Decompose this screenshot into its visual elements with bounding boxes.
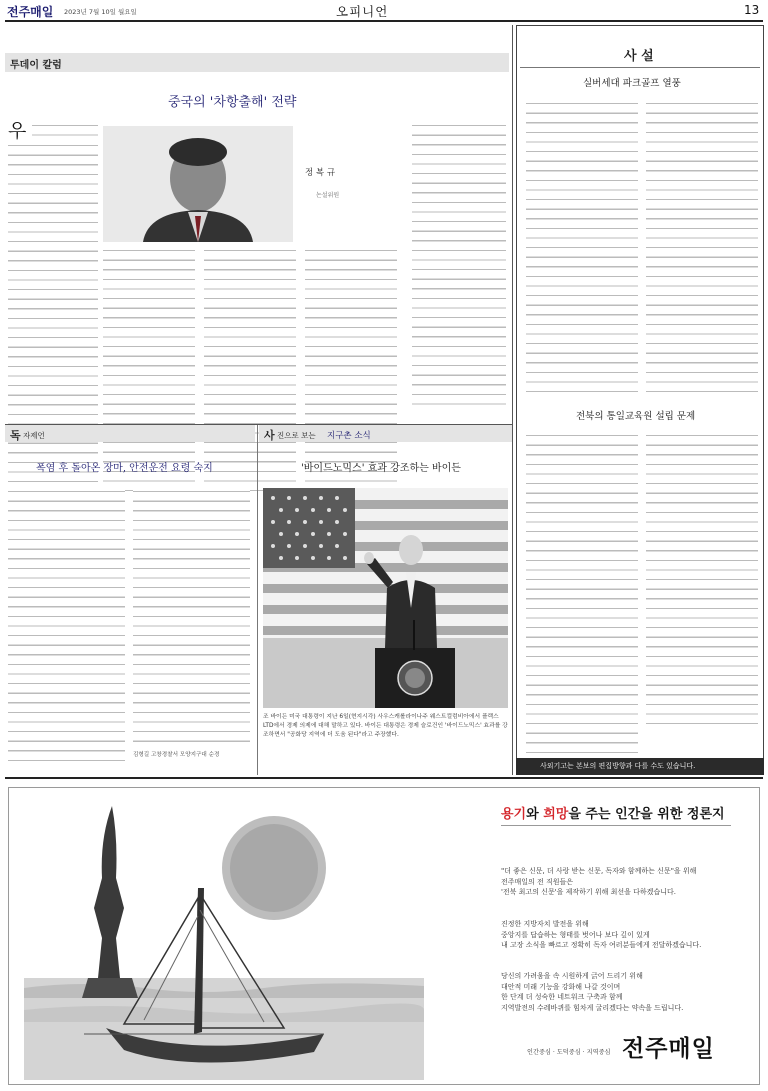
column-author-role: 논설위원 — [316, 192, 340, 199]
ad-headline-courage: 용기 — [501, 807, 527, 822]
dokja-body-2 — [133, 488, 250, 748]
ad-paragraph-2 — [501, 919, 701, 951]
masthead-rule — [5, 20, 763, 22]
ad-paragraph-3 — [501, 971, 683, 1013]
editorial-body-1a — [526, 100, 638, 400]
column-body-col2 — [103, 247, 195, 494]
editorial-body-2a — [526, 432, 638, 762]
dokja-label-rest: 자제언 — [23, 431, 45, 440]
biden-photo — [263, 488, 508, 708]
ad-headline-hope: 희망 — [543, 807, 569, 822]
photo-news-title: '바이드노믹스' 효과 강조하는 바이든 — [301, 463, 461, 474]
column-body-col3 — [204, 247, 296, 494]
column-drop-cap: 우 — [8, 120, 27, 142]
column-author-name: 정 복 규 — [305, 168, 336, 178]
ad-paragraph-1 — [501, 866, 696, 898]
ad-para3-line4: 지역발전의 수레바퀴를 힘차게 굴리겠다는 약속을 드립니다. — [501, 1003, 684, 1012]
ad-headline-rule — [501, 825, 731, 826]
ad-para1-line3: '전북 최고의 신문'을 제작하기 위해 최선을 다하겠습니다. — [501, 888, 676, 896]
ad-logo: 전주매일 — [622, 1035, 715, 1062]
column-body-col5 — [412, 122, 506, 412]
column-label-box — [5, 53, 509, 72]
dokja-byline: 김형길 고창경찰서 모양지구대 순경 — [133, 752, 220, 758]
column-title: 중국의 '차항출해' 전략 — [168, 95, 297, 110]
bottom-rule — [5, 777, 763, 779]
editorial-body-1b — [646, 100, 758, 400]
column-body-col4 — [305, 247, 397, 494]
editorial-body-2b — [646, 432, 758, 732]
ad-headline-and: 와 — [526, 807, 544, 822]
author-photo — [103, 126, 293, 242]
editorial-title-2: 전북의 통일교육원 설립 문제 — [576, 411, 696, 422]
photo-label-rest: 진으로 보는 — [277, 431, 316, 440]
ad-para3-line2: 대안적 미래 기능을 강화해 나갈 것이며 — [501, 982, 621, 991]
editorial-title-1: 실버세대 파크골프 열풍 — [583, 78, 681, 89]
editorial-label: 사 설 — [624, 49, 654, 64]
page-number: 13 — [744, 3, 760, 17]
editorial-footer-note: 사외기고는 본보의 편집방향과 다를 수도 있습니다. — [540, 762, 696, 770]
ad-para3-line1: 당신의 가려움을 속 시원하게 긁어 드리기 위해 — [501, 972, 643, 980]
photo-label-char: 사 — [264, 429, 275, 442]
ad-slogan: 인간중심 · 도덕중심 · 지역중심 — [527, 1049, 611, 1056]
photo-label-tail: 지구촌 소식 — [327, 431, 371, 441]
column-divider — [512, 25, 513, 775]
ad-para1-line1: "더 좋은 신문, 더 사랑 받는 신문, 독자와 함께하는 신문"을 위해 — [501, 867, 697, 875]
dokja-body-1 — [8, 488, 125, 763]
mid-divider — [257, 425, 258, 775]
section-title: 오피니언 — [336, 4, 389, 19]
photo-caption: 조 바이든 미국 대통령이 지난 6일(현지시각) 사우스캐롤라이나주 웨스트컬럼비아에서 플랙스 LTD에서 경제 의제에 대해 말하고 있다. 바이든 대통령은 경제 슬로건인 '바이드노믹스' 효과를 강조하면서 "공화당 지역에 더 도움 된다"라고 주장했다. — [263, 714, 508, 739]
editorial-label-rule — [520, 67, 760, 68]
dokja-title: 폭염 후 돌아온 장마, 안전운전 요령 숙지 — [36, 463, 213, 474]
masthead-date: 2023년 7월 10일 월요일 — [64, 8, 137, 16]
ad-para2-line2: 중앙지를 답습하는 형태를 벗어나 보다 깊이 있게 — [501, 930, 650, 939]
ad-headline — [501, 803, 725, 822]
column-label: 투데이 칼럼 — [10, 60, 62, 71]
ad-para1-line2: 전주매일의 전 직원들은 — [501, 877, 574, 886]
ad-para3-line3: 한 단계 더 성숙한 네트워크 구축과 함께 — [501, 993, 623, 1001]
ad-headline-rest: 을 주는 인간을 위한 정론지 — [568, 807, 725, 822]
ad-illustration — [24, 798, 424, 1080]
dokja-label-char: 독 — [10, 429, 21, 442]
ad-para2-line1: 진정한 지방자치 발전을 위해 — [501, 920, 589, 928]
ad-para2-line3: 내 고장 소식을 빠르고 정확히 독자 여러분들에게 전달하겠습니다. — [501, 941, 702, 949]
masthead-logo: 전주매일 — [7, 5, 54, 19]
